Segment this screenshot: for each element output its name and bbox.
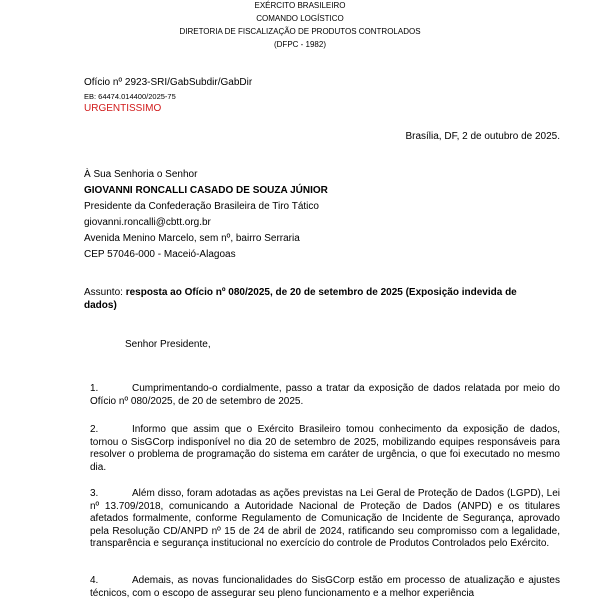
addressee-address: Avenida Menino Marcelo, sem nº, bairro Serraria [84,233,300,244]
addressee-salutation: À Sua Senhoria o Senhor [84,169,198,180]
paragraph-number: 3. [90,488,99,499]
header-line-command: COMANDO LOGÍSTICO [256,14,344,23]
addressee-role: Presidente da Confederação Brasileira de Tiro Tático [84,201,319,212]
addressee-name: GIOVANNI RONCALLI CASADO DE SOUZA JÚNIOR [84,185,328,196]
paragraph-number: 2. [90,424,99,435]
subject-label: Assunto: [84,287,123,298]
subject-line [84,287,517,298]
header-line-directorate: DIRETORIA DE FISCALIZAÇÃO DE PRODUTOS CONTROLADOS [179,27,421,36]
paragraph-text: Informo que assim que o Exército Brasileiro tomou conhecimento da exposição de dados, tornou o SisGCorp indisponível no dia 20 de setembro de 2025, mobilizando equipes responsáveis para resolver o problema de programação do sistema em caráter de urgência, o que foi executado no mesmo dia. [90,424,560,473]
paragraph-4 [90,575,560,600]
date-line: Brasília, DF, 2 de outubro de 2025. [405,131,560,142]
subject-text-1: resposta ao Ofício nº 080/2025, de 20 de setembro de 2025 (Exposição indevida de [125,287,517,298]
header-line-army: EXÉRCITO BRASILEIRO [254,1,346,10]
header-line-year: (DFPC - 1982) [273,40,326,49]
paragraph-text: Além disso, foram adotadas as ações previstas na Lei Geral de Proteção de Dados (LGPD), Lei nº 13.709/2018, comunicando a Autoridade Nacional de Proteção de Dados (ANPD) e os titulares afetados formalmente, conforme Regulamento de Comunicação de Incidente de Segurança, aprovado pela Resolução CD/ANPD nº 15 de 24 de abril de 2024, ratificando seu compromisso com a legalidade, transparência e segurança institucional no exercício do controle de Produtos Controlados pelo Exército. [90,488,560,549]
subject-text-2: dados) [84,300,117,311]
paragraph-number: 1. [90,383,99,394]
paragraph-text: Ademais, as novas funcionalidades do SisGCorp estão em processo de atualização e ajustes técnicos, com o escopo de assegurar seu pleno funcionamento e a melhor experiência [90,575,560,599]
paragraph-2 [90,424,560,474]
urgency-label: URGENTISSIMO [84,103,162,114]
eb-number: EB: 64474.014400/2025-75 [84,92,176,101]
greeting: Senhor Presidente, [125,339,211,350]
addressee-cep: CEP 57046-000 - Maceió-Alagoas [84,249,236,260]
paragraph-1 [90,383,560,408]
paragraph-3 [90,488,560,551]
oficio-number: Ofício nº 2923-SRI/GabSubdir/GabDir [84,77,253,88]
paragraph-number: 4. [90,575,99,586]
paragraph-text: Cumprimentando-o cordialmente, passo a tratar da exposição de dados relatada por meio do Ofício nº 080/2025, de 20 de setembro de 2025. [90,383,560,407]
addressee-email: giovanni.roncalli@cbtt.org.br [84,217,211,228]
